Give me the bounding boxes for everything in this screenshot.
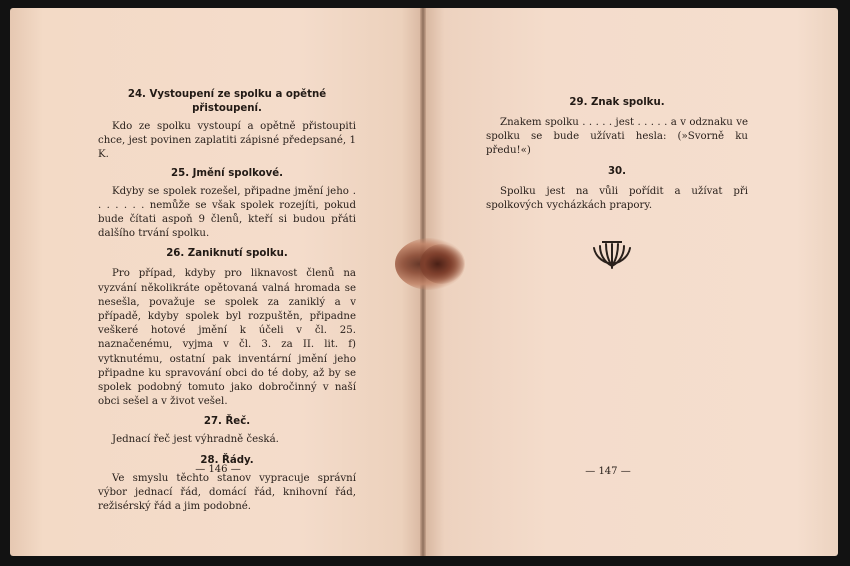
stain-mark-dark bbox=[420, 244, 464, 284]
ornament-icon bbox=[592, 238, 632, 272]
section-heading: 25. Jmění spolkové. bbox=[171, 167, 283, 179]
section-heading: 27. Řeč. bbox=[203, 416, 251, 428]
section-paragraph: Kdo ze spolku vystoupí a opětně přistoupiti chce, jest povinen zaplatiti zápisné předepsané, 1 K. bbox=[98, 121, 356, 161]
page-number-right: — 147 — bbox=[585, 466, 631, 477]
section-paragraph: Spolku jest na vůli pořídit a užívat při spolkových vycházkách prapory. bbox=[486, 185, 748, 211]
section-heading: 26. Zaniknutí spolku. bbox=[166, 248, 288, 260]
section-heading: 30. bbox=[607, 165, 627, 177]
section-paragraph: Jednací řeč jest výhradně česká. bbox=[112, 434, 279, 446]
section-paragraph: Kdyby se spolek rozešel, připadne jmění jeho . . . . . . . nemůže se však spolek rozejíti, pokud bude čítati aspoň 9 členů, kteří si budou přáti dalšího trvání spolku. bbox=[98, 185, 356, 240]
section-heading: 28. Řády. bbox=[200, 454, 254, 466]
section-heading: 24. Vystoupení ze spolku a opětné přistoupení. bbox=[127, 89, 327, 114]
section-paragraph: Znakem spolku . . . . . jest . . . . . a v odznaku ve spolku se bude užívati hesla: (»Svorně ku předu!«) bbox=[486, 117, 748, 157]
page-number-left: — 146 — bbox=[195, 464, 241, 475]
right-page-text bbox=[486, 96, 748, 213]
left-page-text bbox=[98, 88, 356, 514]
section-paragraph: Pro případ, kdyby pro liknavost členů na vyzvání několikráte opětovaná valná hromada se nesešla, považuje se spolek za zaniklý a v případě, kdyby spolek byl rozpuštěn, připadne veškeré hotové jmění k účeli v čl. 25. naznačenému, vyjma v čl. 3. za II. lit. f) vytknutému, ostatní pak inventární jmění jeho připadne ku spravování obci do té doby, až by se spolek podobný tomuto jako dobročinný v naší obci sešel a v život vešel. bbox=[98, 268, 356, 408]
section-heading: 29. Znak spolku. bbox=[569, 97, 665, 108]
section-paragraph: Ve smyslu těchto stanov vypracuje správní výbor jednací řád, domácí řád, knihovní řád, režisérský řád a jim podobné. bbox=[98, 472, 356, 513]
